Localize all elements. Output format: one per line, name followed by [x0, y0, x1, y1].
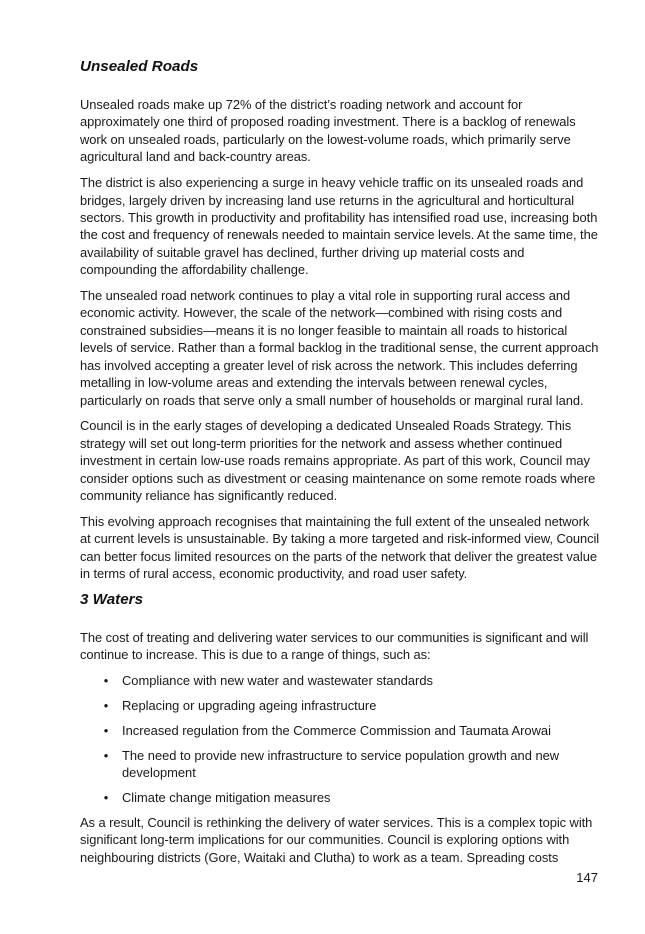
paragraph: The unsealed road network continues to play a vital role in supporting rural access and economic activity. However, the scale of the network—combined with rising costs and constrained subsidies—means it is no longer feasible to maintain all roads to historical levels of service. Rather than a formal backlog in the traditional sense, the current approach has involved accepting a greater level of risk across the network. This includes deferring metalling in low-volume areas and extending the intervals between renewal cycles, particularly on roads that serve only a small number of households or marginal rural land.: [80, 288, 599, 408]
list-item-text: Replacing or upgrading ageing infrastructure: [122, 698, 377, 714]
bullet-icon: •: [103, 673, 109, 689]
heading-3-waters: 3 Waters: [80, 591, 144, 609]
list-item-text: Increased regulation from the Commerce Commission and Taumata Arowai: [122, 722, 551, 738]
bullet-icon: •: [103, 698, 109, 714]
list-item-text: The need to provide new infrastructure to service population growth and new development: [122, 747, 560, 781]
paragraph: The cost of treating and delivering water services to our communities is significant and will continue to increase. This is due to a range of things, such as:: [80, 630, 589, 663]
bullet-icon: •: [103, 789, 109, 805]
list-item: [80, 722, 600, 739]
bullet-icon: •: [103, 747, 109, 763]
list-item: [80, 747, 600, 782]
bullet-icon: •: [103, 722, 109, 738]
paragraph: As a result, Council is rethinking the delivery of water services. This is a complex topic with significant long-term implications for our communities. Council is exploring options with neighbouring districts (Gore, Waitaki and Clutha) to work as a team. Spreading costs: [80, 814, 593, 865]
heading-unsealed-roads: Unsealed Roads: [80, 58, 199, 75]
list-item-text: Compliance with new water and wastewater standards: [122, 673, 433, 689]
paragraph: The district is also experiencing a surge in heavy vehicle traffic on its unsealed roads and bridges, largely driven by increasing land use returns in the agricultural and horticultural sectors. This growth in productivity and profitability has intensified road use, increasing both the cost and frequency of renewals needed to maintain service levels. At the same time, the availability of suitable gravel has declined, further driving up material costs and compounding the affordability challenge.: [80, 175, 598, 278]
page-number: 147: [576, 870, 598, 885]
list-item-text: Climate change mitigation measures: [122, 789, 331, 805]
paragraph: Council is in the early stages of developing a dedicated Unsealed Roads Strategy. This strategy will set out long-term priorities for the network and assess whether continued investment in certain low-use roads remains appropriate. As part of this work, Council may consider options such as divestment or ceasing maintenance on some remote roads where community reliance has significantly reduced.: [80, 418, 596, 504]
list-item: [80, 789, 600, 806]
page-content: [80, 58, 600, 874]
list-item: [80, 697, 600, 714]
bullet-list: [80, 672, 600, 806]
list-item: [80, 672, 600, 689]
paragraph: This evolving approach recognises that maintaining the full extent of the unsealed network at current levels is unsustainable. By taking a more targeted and risk-informed view, Council can better focus limited resources on the parts of the network that deliver the greatest value in terms of rural access, economic productivity, and road user safety.: [80, 513, 600, 582]
paragraph: Unsealed roads make up 72% of the district’s roading network and account for approximately one third of proposed roading investment. There is a backlog of renewals work on unsealed roads, particularly on the lowest-volume roads, which primarily serve agricultural land and back-country areas.: [80, 97, 576, 165]
